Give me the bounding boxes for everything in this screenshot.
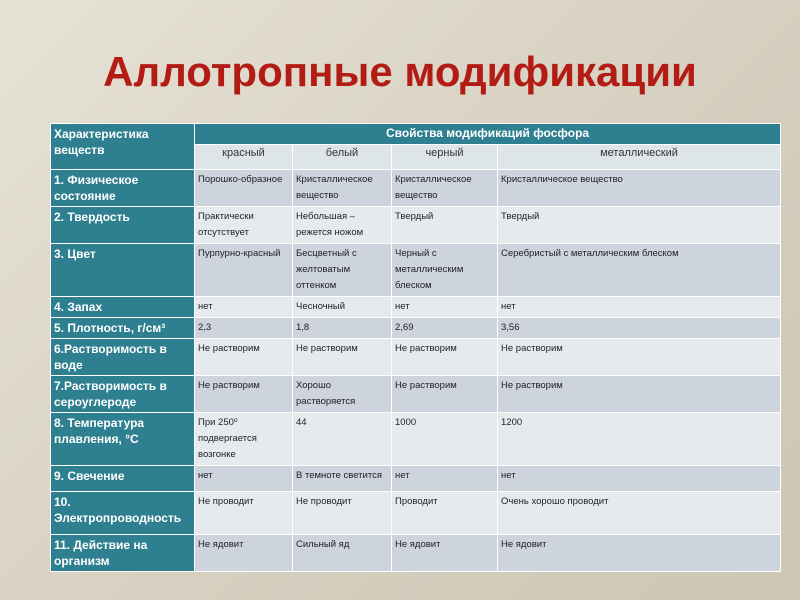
table-cell: 1000	[392, 413, 498, 466]
table-cell: Не проводит	[293, 492, 392, 535]
table-cell: Сильный яд	[293, 535, 392, 572]
column-header-black: черный	[392, 145, 498, 170]
table-cell: Твердый	[392, 207, 498, 244]
row-header: 3. Цвет	[51, 244, 195, 297]
table-cell: Черный с металлическим блеском	[392, 244, 498, 297]
table-cell: Не растворим	[498, 376, 781, 413]
table-cell: 1200	[498, 413, 781, 466]
table-cell: Порошко-образное	[195, 170, 293, 207]
row-header: 9. Свечение	[51, 466, 195, 492]
table-cell: 2,69	[392, 318, 498, 339]
table-cell: нет	[392, 466, 498, 492]
table-cell: Практически отсутствует	[195, 207, 293, 244]
table-row	[51, 318, 781, 339]
table-cell: нет	[195, 466, 293, 492]
table-cell: Твердый	[498, 207, 781, 244]
table-row	[51, 413, 781, 466]
table-row	[51, 492, 781, 535]
table-cell: В темноте светится	[293, 466, 392, 492]
table-cell: Чесночный	[293, 297, 392, 318]
table-cell: 3,56	[498, 318, 781, 339]
corner-header: Характеристика веществ	[51, 124, 195, 170]
table-cell: Бесцветный с желтоватым оттенком	[293, 244, 392, 297]
table-row	[51, 535, 781, 572]
table-cell: нет	[498, 297, 781, 318]
table-cell: Не проводит	[195, 492, 293, 535]
table-cell: нет	[392, 297, 498, 318]
table-cell: Не растворим	[293, 339, 392, 376]
table-cell: Не растворим	[195, 376, 293, 413]
table-cell: Не растворим	[392, 376, 498, 413]
table-cell: Кристаллическое вещество	[498, 170, 781, 207]
table-cell: Проводит	[392, 492, 498, 535]
table-cell: 1,8	[293, 318, 392, 339]
table-header-row	[51, 124, 781, 145]
table-cell: Кристаллическое вещество	[392, 170, 498, 207]
table-row	[51, 376, 781, 413]
row-header: 2. Твердость	[51, 207, 195, 244]
table-cell: Очень хорошо проводит	[498, 492, 781, 535]
column-header-white: белый	[293, 145, 392, 170]
table-cell: 44	[293, 413, 392, 466]
table-cell: Небольшая – режется ножом	[293, 207, 392, 244]
table-cell: Не ядовит	[195, 535, 293, 572]
table-cell: Пурпурно-красный	[195, 244, 293, 297]
group-header: Свойства модификаций фосфора	[195, 124, 781, 145]
table-row	[51, 244, 781, 297]
table-cell: Хорошо растворяется	[293, 376, 392, 413]
page-title: Аллотропные модификации	[103, 48, 697, 95]
table-cell: При 250⁰ подвергается возгонке	[195, 413, 293, 466]
row-header: 11. Действие на организм	[51, 535, 195, 572]
table-cell: Не ядовит	[498, 535, 781, 572]
row-header: 5. Плотность, г/см³	[51, 318, 195, 339]
table-cell: нет	[498, 466, 781, 492]
row-header: 10. Электропроводность	[51, 492, 195, 535]
row-header: 4. Запах	[51, 297, 195, 318]
column-header-metallic: металлический	[498, 145, 781, 170]
table-cell: Не растворим	[392, 339, 498, 376]
column-header-red: красный	[195, 145, 293, 170]
properties-table	[50, 123, 781, 572]
row-header: 6.Растворимость в воде	[51, 339, 195, 376]
table-cell: Не ядовит	[392, 535, 498, 572]
table-row	[51, 170, 781, 207]
row-header: 8. Температура плавления, °C	[51, 413, 195, 466]
table-cell: нет	[195, 297, 293, 318]
table-row	[51, 466, 781, 492]
table-row	[51, 297, 781, 318]
table-cell: Не растворим	[498, 339, 781, 376]
table-row	[51, 339, 781, 376]
table-cell: Не растворим	[195, 339, 293, 376]
table-row	[51, 207, 781, 244]
table-cell: 2,3	[195, 318, 293, 339]
row-header: 1. Физическое состояние	[51, 170, 195, 207]
table-cell: Серебристый с металлическим блеском	[498, 244, 781, 297]
row-header: 7.Растворимость в сероуглероде	[51, 376, 195, 413]
table-cell: Кристаллическое вещество	[293, 170, 392, 207]
